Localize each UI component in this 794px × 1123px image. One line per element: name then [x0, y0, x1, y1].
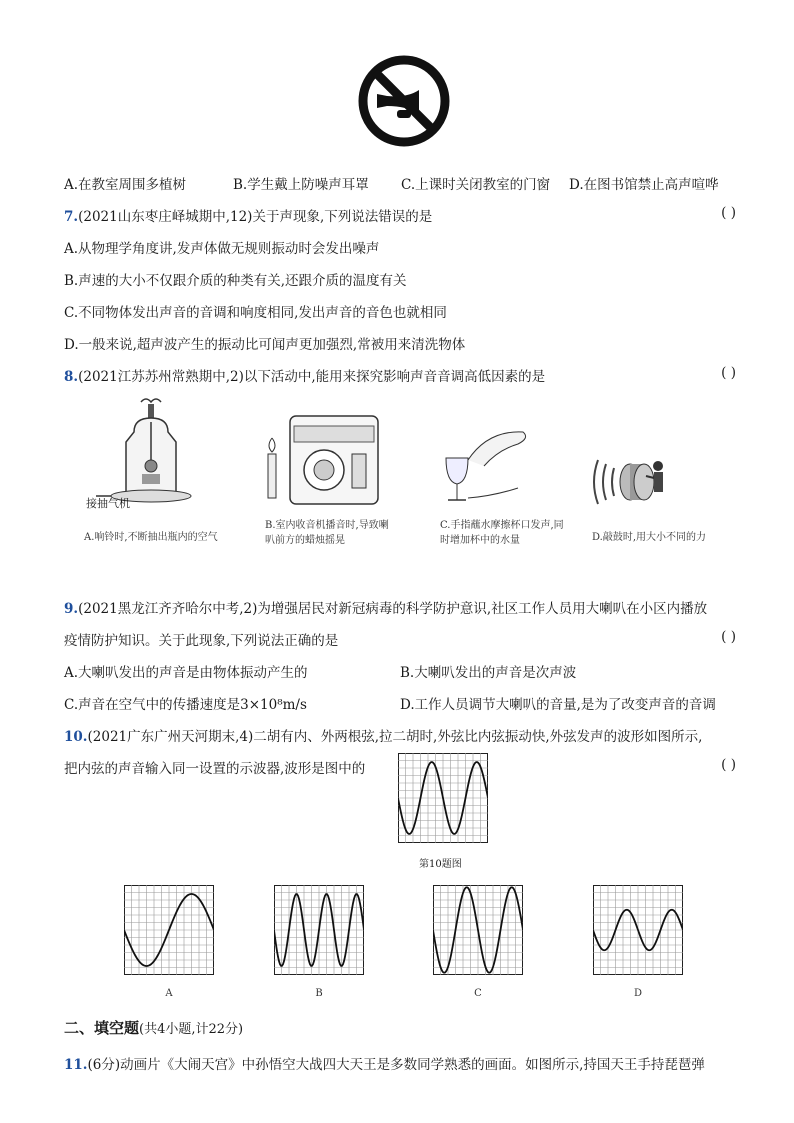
- question-number: 8.: [64, 369, 79, 385]
- answer-paren: ( ): [721, 757, 736, 773]
- q6-option-d: D.在图书馆禁止高声喧哗: [569, 177, 719, 193]
- answer-paren: ( ): [721, 365, 736, 381]
- choice-label-d: D: [633, 988, 643, 999]
- waveform-grid-b: [274, 885, 364, 975]
- choice-label-b: B: [315, 988, 323, 999]
- q7-option-b: B.声速的大小不仅跟介质的种类有关,还跟介质的温度有关: [64, 273, 407, 289]
- q8-caption-d: D.敲鼓时,用大小不同的力: [592, 532, 707, 543]
- pump-label: 接抽气机: [86, 497, 130, 510]
- question-10-stem-line2: 把内弦的声音输入同一设置的示波器,波形是图中的: [64, 761, 366, 777]
- q6-option-b: B.学生戴上防噪声耳罩: [233, 177, 369, 193]
- question-10-stem: [64, 725, 702, 745]
- answer-paren: ( ): [721, 205, 736, 221]
- radio-candle-figure: [258, 408, 388, 513]
- q9-option-c: C.声音在空气中的传播速度是3×10⁸m/s: [64, 697, 307, 713]
- q9-option-d: D.工作人员调节大喇叭的音量,是为了改变声音的音调: [400, 697, 716, 713]
- q7-option-d: D.一般来说,超声波产生的振动比可闻声更加强烈,常被用来清洗物体: [64, 337, 466, 353]
- figure-caption: 第10题图: [419, 859, 462, 870]
- question-8-stem: [64, 365, 545, 385]
- question-text: (2021山东枣庄峄城期中,12)关于声现象,下列说法错误的是: [78, 209, 433, 225]
- no-horn-sign-icon: [357, 54, 451, 148]
- question-11-stem: [64, 1053, 705, 1073]
- question-number: 9.: [64, 601, 79, 617]
- question-7-stem: [64, 205, 432, 225]
- answer-paren: ( ): [721, 629, 736, 645]
- question-number: 11.: [64, 1057, 88, 1073]
- question-number: 7.: [64, 209, 79, 225]
- q6-option-a: A.在教室周围多植树: [64, 177, 187, 193]
- question-9-stem: [64, 597, 707, 617]
- q6-option-c: C.上课时关闭教室的门窗: [401, 177, 551, 193]
- waveform-grid-a: [124, 885, 214, 975]
- question-9-stem-line2: 疫情防护知识。关于此现象,下列说法正确的是: [64, 633, 339, 649]
- drum-figure: [584, 452, 674, 512]
- question-text: (2021江苏苏州常熟期中,2)以下活动中,能用来探究影响声音音调高低因素的是: [78, 369, 546, 385]
- waveform-grid-main: [398, 753, 488, 843]
- waveform-grid-d: [593, 885, 683, 975]
- question-text: (2021广东广州天河期末,4)二胡有内、外两根弦,拉二胡时,外弦比内弦振动快,外弦发声的波形如图所示,: [87, 729, 703, 745]
- section-title: 二、填空题: [64, 1019, 140, 1037]
- wine-glass-figure: [438, 420, 538, 515]
- waveform-grid-c: [433, 885, 523, 975]
- question-number: 10.: [64, 729, 88, 745]
- q9-option-b: B.大喇叭发出的声音是次声波: [400, 665, 577, 681]
- question-text: (2021黑龙江齐齐哈尔中考,2)为增强居民对新冠病毒的科学防护意识,社区工作人员用大喇叭在小区内播放: [78, 601, 708, 617]
- q7-option-c: C.不同物体发出声音的音调和响度相同,发出声音的音色也就相同: [64, 305, 447, 321]
- q9-option-a: A.大喇叭发出的声音是由物体振动产生的: [64, 665, 308, 681]
- q8-caption-b: B.室内收音机播音时,导致喇叭前方的蜡烛摇晃: [265, 520, 389, 546]
- q8-caption-c: C.手指蘸水摩擦杯口发声,同时增加杯中的水量: [440, 520, 564, 546]
- q8-caption-a: A.响铃时,不断抽出瓶内的空气: [84, 532, 218, 543]
- section-subtitle: (共4小题,计22分): [139, 1022, 244, 1037]
- question-text: (6分)动画片《大闹天宫》中孙悟空大战四大天王是多数同学熟悉的画面。如图所示,持国天王手持琵琶弹: [87, 1057, 705, 1073]
- choice-label-c: C: [474, 988, 482, 999]
- choice-label-a: A: [165, 988, 173, 999]
- q7-option-a: A.从物理学角度讲,发声体做无规则振动时会发出噪声: [64, 241, 380, 257]
- section-heading: [64, 1017, 243, 1038]
